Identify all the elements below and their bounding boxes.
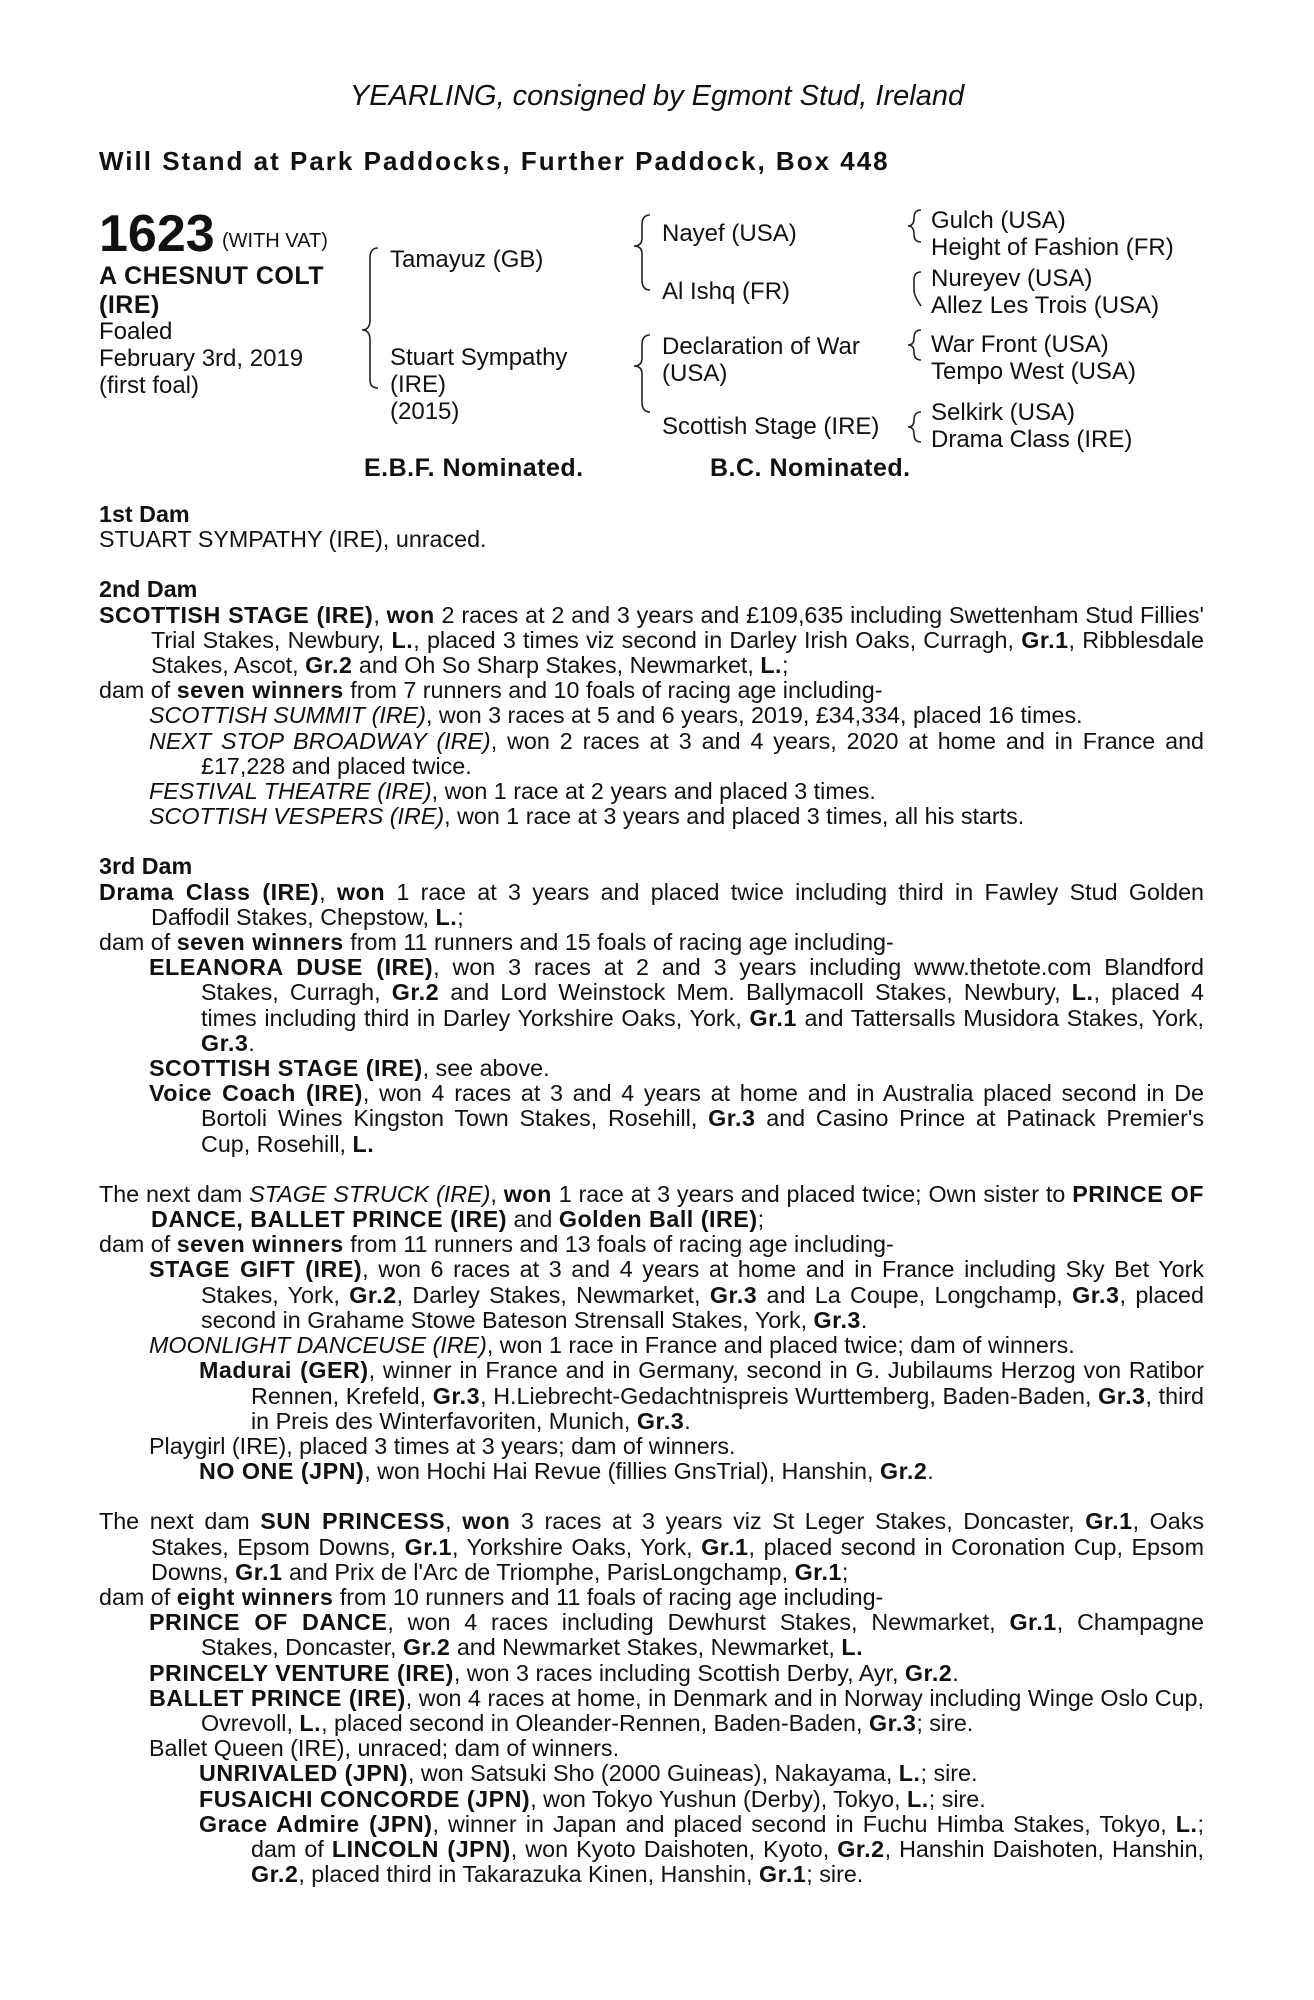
pedigree-sire: Tamayuz (GB): [390, 246, 544, 273]
sire-side-brace: [634, 215, 650, 290]
sun-princess-produce-summary: dam of eight winners from 10 runners and 11 foals of racing age including-: [99, 1583, 884, 1610]
foal-note: (first foal): [99, 372, 200, 399]
pedigree-gen3-6: Tempo West (USA): [931, 358, 1136, 385]
second-dam-record: SCOTTISH STAGE (IRE), won 2 races at 2 and 3 years and £109,635 including Swettenham Stud Fillies' Trial Stakes, Newbury, L., placed 3 times viz second in Darley Irish Oaks, Curragh, Gr.1, Ribblesdale Stakes, Ascot, Gr.2 and Oh So Sharp Stakes, Newmarket, L.;: [99, 601, 1205, 679]
war-front-brace: [908, 330, 921, 360]
nureyev-brace: [914, 272, 921, 306]
produce-entry: Ballet Queen (IRE), unraced; dam of winners.: [149, 1735, 620, 1762]
pedigree-gen3-4: Allez Les Trois (USA): [931, 292, 1160, 319]
pedigree-dam-line3: (2015): [390, 398, 460, 425]
produce-entry: Grace Admire (JPN), winner in Japan and placed second in Fuchu Himba Stakes, Tokyo, L.; dam of LINCOLN (JPN), won Kyoto Daishoten, Kyoto, Gr.2, Hanshin Daishoten, Hanshin, Gr.2, placed third in Takarazuka Kinen, Hanshin, Gr.1; sire.: [199, 1810, 1204, 1888]
lot-description-line2: (IRE): [99, 291, 160, 319]
stand-location: Will Stand at Park Paddocks, Further Paddock, Box 448: [99, 146, 890, 176]
produce-entry: STAGE GIFT (IRE), won 6 races at 3 and 4 years at home and in France including Sky Bet York Stakes, York, Gr.2, Darley Stakes, Newmarket, Gr.3 and La Coupe, Longchamp, Gr.3, placed second in Grahame Stowe Bateson Strensall Stakes, York, Gr.3.: [149, 1256, 1204, 1333]
produce-entry: SCOTTISH STAGE (IRE), see above.: [149, 1055, 550, 1082]
pedigree-dam: [390, 344, 567, 425]
produce-entry: NEXT STOP BROADWAY (IRE), won 2 races at 3 and 4 years, 2020 at home and in France and £17,228 and placed twice.: [149, 727, 1205, 779]
consignor-line: YEARLING, consigned by Egmont Stud, Ireland: [349, 80, 965, 112]
lot-number: 1623: [99, 205, 215, 263]
produce-entry: PRINCELY VENTURE (IRE), won 3 races including Scottish Derby, Ayr, Gr.2.: [149, 1659, 959, 1686]
produce-entry: FESTIVAL THEATRE (IRE), won 1 race at 2 years and placed 3 times.: [149, 778, 876, 805]
produce-entry: UNRIVALED (JPN), won Satsuki Sho (2000 Guineas), Nakayama, L.; sire.: [199, 1760, 978, 1787]
lot-description-line1: A CHESNUT COLT: [99, 262, 325, 290]
first-dam-heading: 1st Dam: [99, 501, 190, 527]
ebf-nomination: E.B.F. Nominated.: [364, 454, 584, 482]
pedigree-gen3-5: War Front (USA): [931, 331, 1109, 358]
bc-nomination: B.C. Nominated.: [710, 454, 911, 482]
produce-entry: MOONLIGHT DANCEUSE (IRE), won 1 race in France and placed twice; dam of winners.: [149, 1332, 1075, 1359]
produce-entry: Playgirl (IRE), placed 3 times at 3 years; dam of winners.: [149, 1432, 736, 1459]
produce-entry: FUSAICHI CONCORDE (JPN), won Tokyo Yushun (Derby), Tokyo, L.; sire.: [199, 1785, 986, 1812]
next-dam-stage-struck: The next dam STAGE STRUCK (IRE), won 1 race at 3 years and placed twice; Own sister to PRINCE OF DANCE, BALLET PRINCE (IRE) and Golden Ball (IRE);: [99, 1180, 1204, 1233]
produce-entry: SCOTTISH SUMMIT (IRE), won 3 races at 5 and 6 years, 2019, £34,334, placed 16 times.: [149, 702, 1083, 729]
pedigree-dam-line2: (IRE): [390, 371, 446, 398]
pedigree-dam-dam: Scottish Stage (IRE): [662, 413, 880, 440]
catalogue-body: [99, 502, 1204, 1887]
third-dam-heading: 3rd Dam: [99, 853, 193, 880]
pedigree-dam-sire: [662, 333, 860, 387]
produce-entry: ELEANORA DUSE (IRE), won 3 races at 2 and 3 years including www.thetote.com Blandford Stakes, Curragh, Gr.2 and Lord Weinstock Mem. Ballymacoll Stakes, Newbury, L., placed 4 times including third in Darley Yorkshire Oaks, York, Gr.1 and Tattersalls Musidora Stakes, York, Gr.3.: [149, 954, 1205, 1056]
pedigree-sire-sire: Nayef (USA): [662, 220, 797, 247]
foaled-label: Foaled: [99, 318, 173, 345]
second-dam-produce-summary: dam of seven winners from 7 runners and 10 foals of racing age including-: [99, 677, 883, 704]
pedigree-gen3-1: Gulch (USA): [931, 207, 1066, 234]
produce-entry: BALLET PRINCE (IRE), won 4 races at home, in Denmark and in Norway including Winge Oslo Cup, Ovrevoll, L., placed second in Oleander-Rennen, Baden-Baden, Gr.3; sire.: [149, 1684, 1204, 1736]
pedigree-gen3-7: Selkirk (USA): [931, 399, 1076, 426]
next-dam-sun-princess: The next dam SUN PRINCESS, won 3 races at 3 years viz St Leger Stakes, Doncaster, Gr.1, Oaks Stakes, Epsom Downs, Gr.1, Yorkshire Oaks, York, Gr.1, placed second in Coronation Cup, Epsom Downs, Gr.1 and Prix de l'Arc de Triomphe, ParisLongchamp, Gr.1;: [99, 1508, 1204, 1585]
sire-dam-brace: [362, 248, 378, 388]
pedigree-dam-sire-line2: (USA): [662, 360, 728, 387]
pedigree-gen3-3: Nureyev (USA): [931, 265, 1093, 292]
vat-note: (WITH VAT): [222, 230, 328, 252]
stage-struck-produce-summary: dam of seven winners from 11 runners and 13 foals of racing age including-: [99, 1231, 894, 1258]
third-dam-produce-summary: dam of seven winners from 11 runners and 15 foals of racing age including-: [99, 929, 894, 956]
gulch-brace: [908, 210, 921, 242]
produce-entry: Madurai (GER), winner in France and in Germany, second in G. Jubilaums Herzog von Ratibor Rennen, Krefeld, Gr.3, H.Liebrecht-Gedachtnispreis Wurttemberg, Baden-Baden, Gr.3, third in Preis des Winterfavoriten, Munich, Gr.3.: [199, 1357, 1204, 1434]
pedigree-sire-dam: Al Ishq (FR): [662, 278, 791, 305]
produce-entry: Voice Coach (IRE), won 4 races at 3 and 4 years at home and in Australia placed second in De Bortoli Wines Kingston Town Stakes, Rosehill, Gr.3 and Casino Prince at Patinack Premier's Cup, Rosehill, L.: [149, 1080, 1204, 1157]
pedigree-dam-line1: Stuart Sympathy: [390, 344, 568, 371]
foaled-date: February 3rd, 2019: [99, 345, 304, 372]
pedigree-dam-sire-line1: Declaration of War: [662, 333, 860, 360]
dam-side-brace: [634, 335, 650, 412]
first-dam-text: STUART SYMPATHY (IRE), unraced.: [99, 526, 487, 553]
selkirk-brace: [908, 412, 921, 442]
produce-entry: NO ONE (JPN), won Hochi Hai Revue (fillies GnsTrial), Hanshin, Gr.2.: [199, 1458, 934, 1485]
pedigree-gen3-2: Height of Fashion (FR): [931, 234, 1174, 261]
produce-entry: PRINCE OF DANCE, won 4 races including Dewhurst Stakes, Newmarket, Gr.1, Champagne Stakes, Doncaster, Gr.2 and Newmarket Stakes, Newmarket, L.: [149, 1609, 1205, 1661]
second-dam-heading: 2nd Dam: [99, 576, 198, 603]
third-dam-record: Drama Class (IRE), won 1 race at 3 years and placed twice including third in Fawley Stud Golden Daffodil Stakes, Chepstow, L.;: [99, 878, 1204, 930]
pedigree-gen3-8: Drama Class (IRE): [931, 426, 1133, 453]
produce-entry: SCOTTISH VESPERS (IRE), won 1 race at 3 years and placed 3 times, all his starts.: [149, 803, 1025, 830]
